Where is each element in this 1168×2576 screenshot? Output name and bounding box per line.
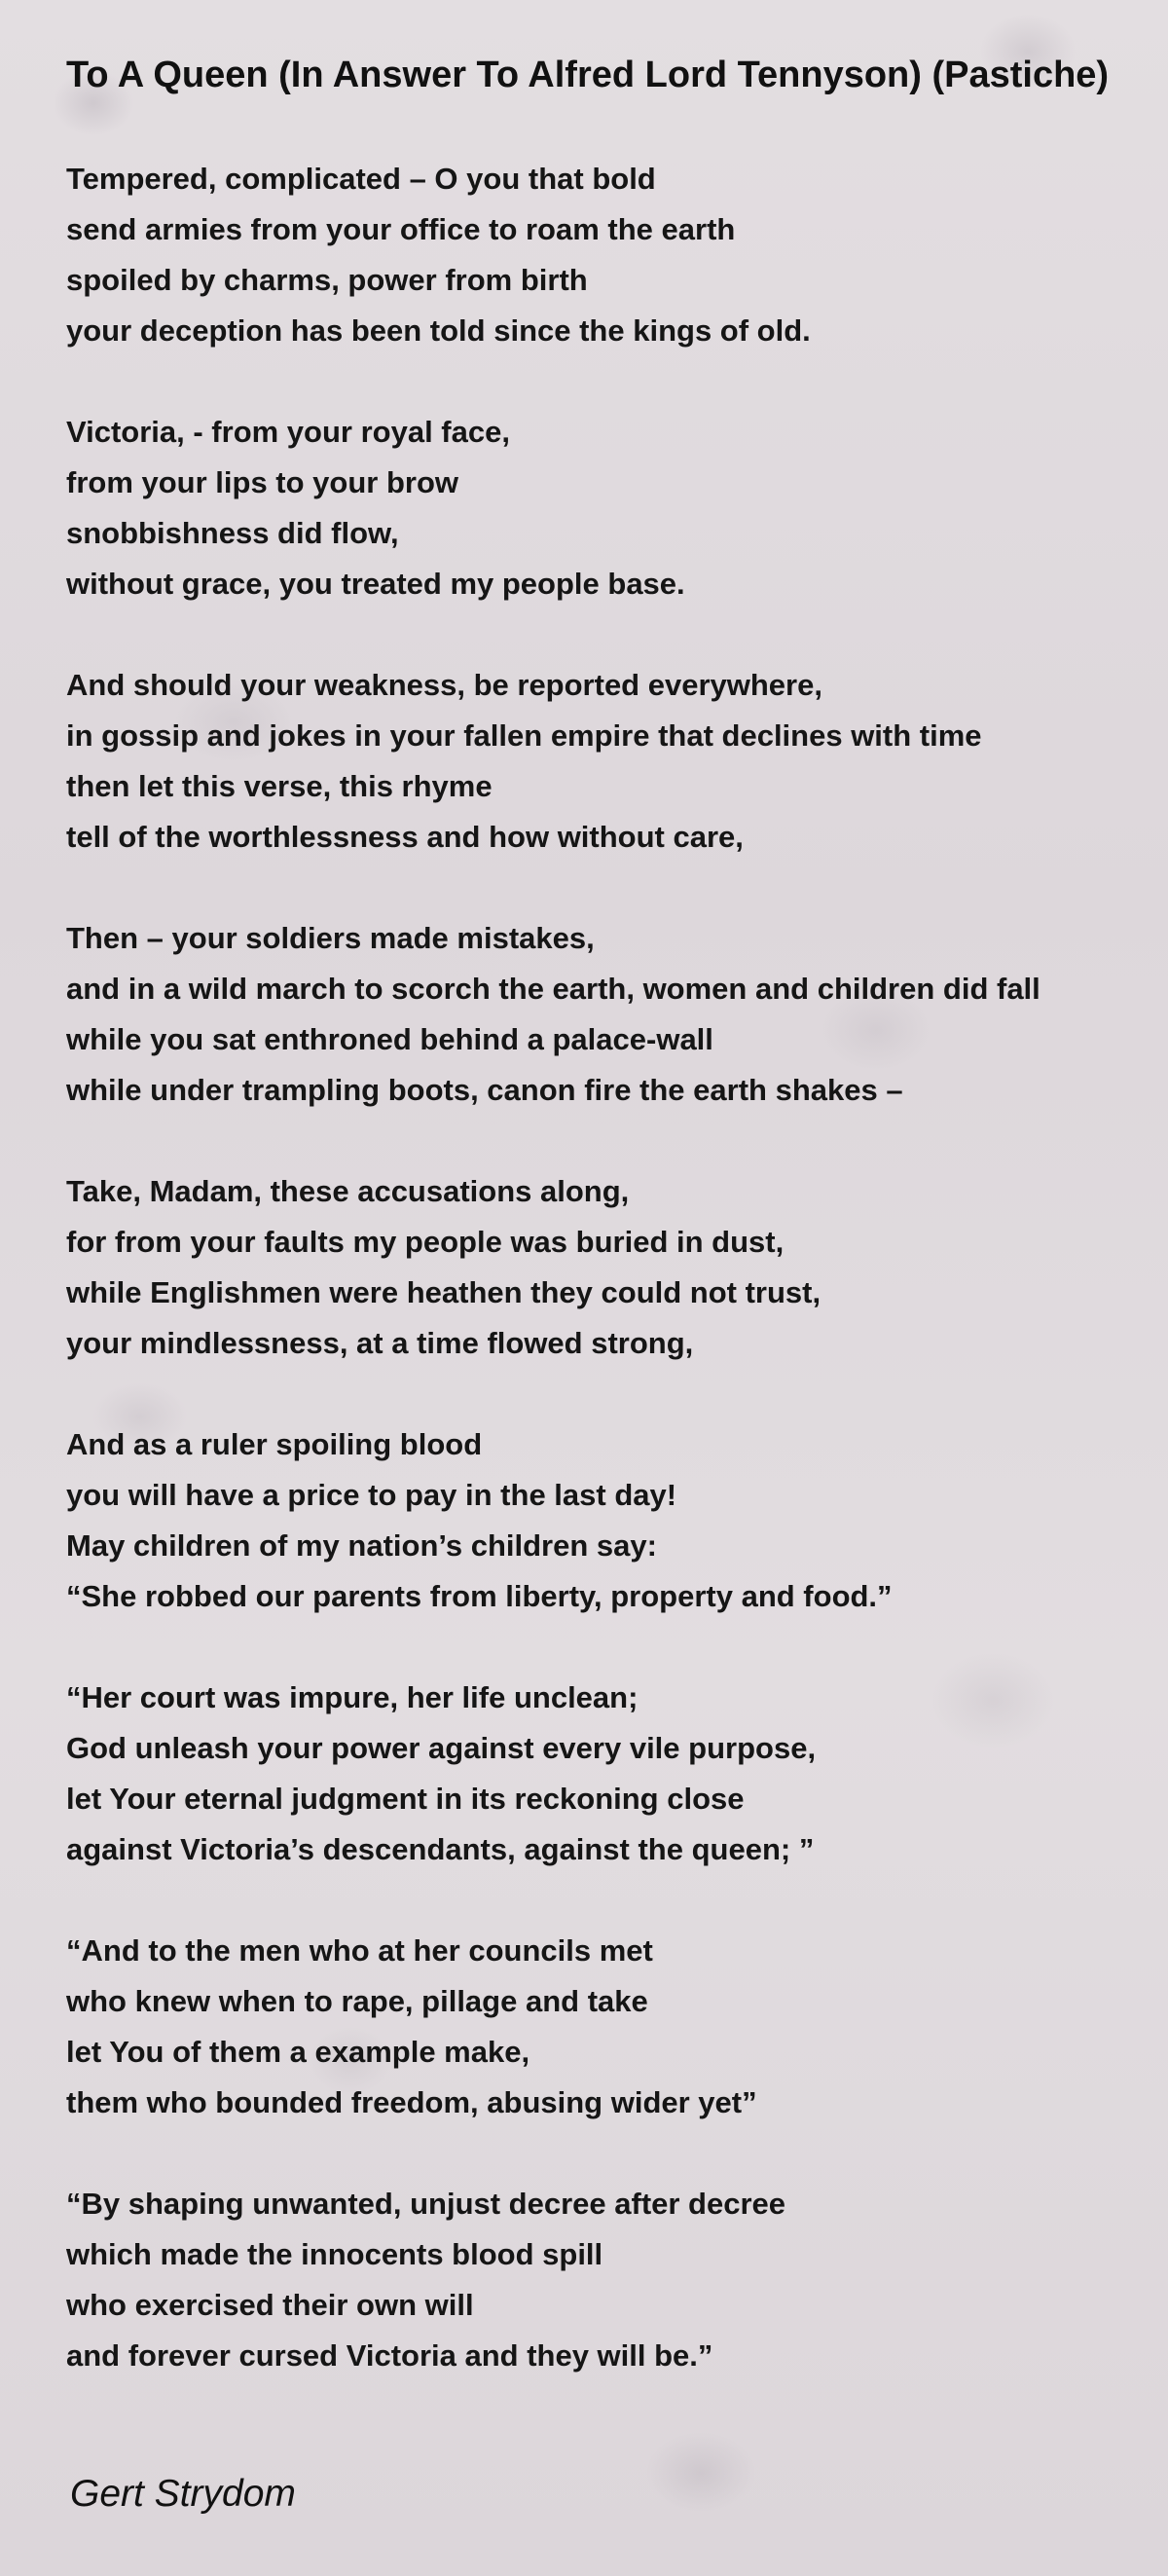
poem-line: in gossip and jokes in your fallen empire that declines with time [66,718,982,753]
poem-line: which made the innocents blood spill [66,2237,603,2271]
poem-line: your mindlessness, at a time flowed strong, [66,1326,694,1360]
poem-line: while under trampling boots, canon fire the earth shakes – [66,1073,903,1107]
poem-line: snobbishness did flow, [66,516,399,550]
poem-title: To A Queen (In Answer To Alfred Lord Tennyson) (Pastiche) [66,55,1110,95]
poem-line: “By shaping unwanted, unjust decree after decree [66,2187,786,2221]
poem-line: tell of the worthlessness and how without care, [66,820,744,854]
poem-line: Then – your soldiers made mistakes, [66,921,595,955]
poem-line: “She robbed our parents from liberty, property and food.” [66,1579,893,1613]
poem-line: who knew when to rape, pillage and take [66,1984,648,2018]
poem-line: “And to the men who at her councils met [66,1933,653,1968]
poem-line: who exercised their own will [66,2288,474,2322]
poem-stanza [66,154,1137,356]
poem-stanza [66,407,1137,609]
poem-line: spoiled by charms, power from birth [66,263,588,297]
poem-line: “Her court was impure, her life unclean; [66,1680,639,1714]
poem-line: your deception has been told since the kings of old. [66,313,811,348]
poem-stanza [66,660,1137,863]
poem-line: send armies from your office to roam the earth [66,212,736,246]
poem-line: from your lips to your brow [66,465,459,499]
poem-body [66,154,1137,2381]
poem-stanza [66,1166,1137,1369]
poem-line: And should your weakness, be reported everywhere, [66,668,822,702]
poem-stanza [66,2179,1137,2381]
poem-stanza [66,913,1137,1116]
poem-line: let Your eternal judgment in its reckoning close [66,1782,745,1816]
poem-line: then let this verse, this rhyme [66,769,493,803]
poem-line: while Englishmen were heathen they could not trust, [66,1275,821,1309]
poem-line: while you sat enthroned behind a palace-wall [66,1022,713,1056]
poem-line: and in a wild march to scorch the earth, women and children did fall [66,972,1040,1006]
poem-line: May children of my nation’s children say: [66,1528,657,1563]
poem-line: for from your faults my people was buried in dust, [66,1225,785,1259]
poem-line: and forever cursed Victoria and they will be.” [66,2338,713,2373]
poem-stanza [66,1673,1137,1875]
poem-line: let You of them a example make, [66,2035,530,2069]
poem-container [66,0,1137,2432]
poem-stanza [66,1419,1137,1622]
poem-line: Victoria, - from your royal face, [66,415,510,449]
poem-line: And as a ruler spoiling blood [66,1427,483,1461]
poem-line: you will have a price to pay in the last day! [66,1478,677,1512]
poem-line: Take, Madam, these accusations along, [66,1174,630,1208]
poem-line: God unleash your power against every vile purpose, [66,1731,817,1765]
poem-stanza [66,1926,1137,2128]
poem-line: against Victoria’s descendants, against the queen; ” [66,1832,815,1866]
poem-line: them who bounded freedom, abusing wider yet” [66,2085,757,2119]
poem-author: Gert Strydom [70,2473,296,2515]
poem-line: Tempered, complicated – O you that bold [66,162,656,196]
poem-line: without grace, you treated my people base. [66,567,685,601]
